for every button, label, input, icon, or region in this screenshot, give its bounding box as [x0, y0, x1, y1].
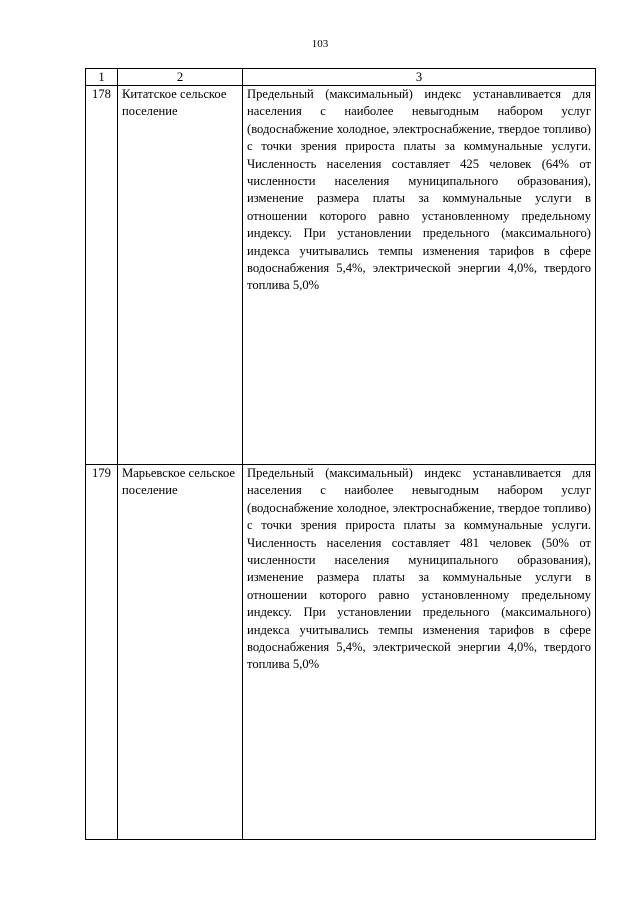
- header-col-2: 2: [118, 69, 243, 86]
- row-number: 178: [86, 86, 118, 465]
- index-description: Предельный (максимальный) индекс устанавливается для населения с наиболее невыгодным набором услуг (водоснабжение холодное, электроснабжение, твердое топливо) с точки зрения прироста платы за коммунальные услуги. Численность населения составляет 425 человек (64% от численности населения муниципального образования), изменение размера платы за коммунальные услуги в отношении которого равно установленному предельному индексу. При установлении предельного (максимального) индекса учитывались темпы изменения тарифов в сфере водоснабжения 5,4%, электрической энергии 4,0%, твердого топлива 5,0%: [243, 86, 596, 465]
- settlement-name: Марьевское сельское поселение: [118, 465, 243, 840]
- table-row: [86, 86, 596, 465]
- table-header-row: [86, 69, 596, 86]
- index-description: Предельный (максимальный) индекс устанавливается для населения с наиболее невыгодным набором услуг (водоснабжение холодное, электроснабжение, твердое топливо) с точки зрения прироста платы за коммунальные услуги. Численность населения составляет 481 человек (50% от численности населения муниципального образования), изменение размера платы за коммунальные услуги в отношении которого равно установленному предельному индексу. При установлении предельного (максимального) индекса учитывались темпы изменения тарифов в сфере водоснабжения 5,4%, электрической энергии 4,0%, твердого топлива 5,0%: [243, 465, 596, 840]
- row-number: 179: [86, 465, 118, 840]
- page-number: 103: [311, 38, 329, 50]
- tariff-index-table: [85, 68, 596, 840]
- header-col-3: 3: [243, 69, 596, 86]
- settlement-name: Китатское сельское поселение: [118, 86, 243, 465]
- table-row: [86, 465, 596, 840]
- header-col-1: 1: [86, 69, 118, 86]
